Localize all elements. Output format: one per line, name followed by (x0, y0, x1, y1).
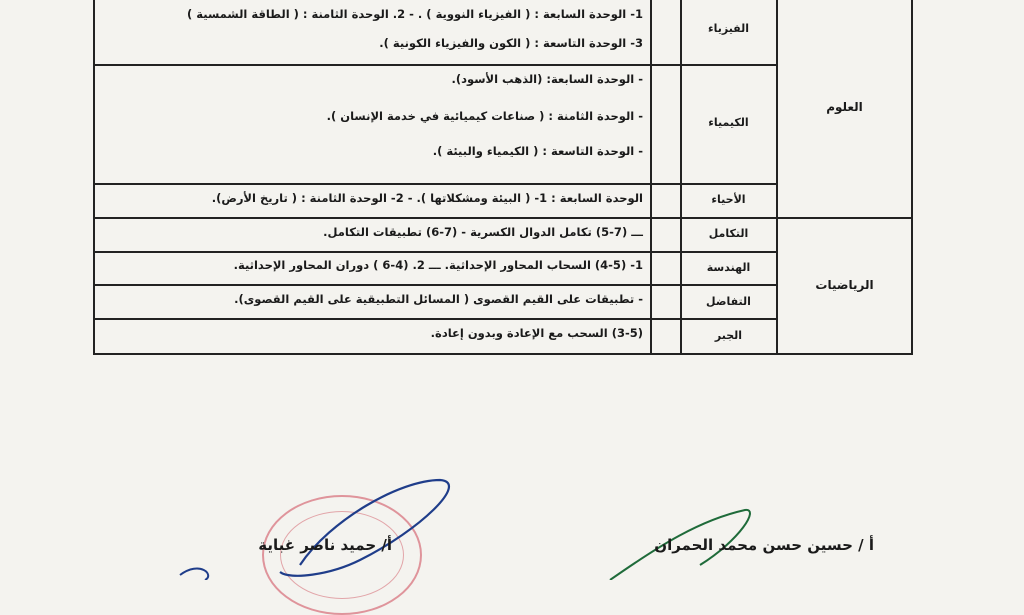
physics-line-2: 3- الوحدة التاسعة : ( الكون والفيزياء الكونية ). (379, 36, 643, 50)
section-label-science: العلوم (826, 100, 863, 114)
chemistry-line-2: - الوحدة الثامنة : ( صناعات كيميائية في خدمة الإنسان ). (326, 109, 643, 123)
subject-biology: الأحياء (711, 193, 746, 206)
subject-algebra: الجبر (714, 329, 743, 342)
chemistry-line-3: - الوحدة التاسعة : ( الكيمياء والبيئة ). (432, 144, 643, 158)
subject-differentiation: التفاضل (706, 295, 751, 308)
differentiation-line-1: - تطبيقات على القيم القصوى ( المسائل التطبيقية على القيم القصوى). (234, 292, 643, 306)
subject-physics: الفيزياء (707, 22, 750, 35)
left-signature-stroke (280, 480, 449, 576)
subject-integration: التكامل (708, 227, 749, 240)
left-signature-flourish (180, 569, 208, 580)
integration-line-1: ـــ (7-5) تكامل الدوال الكسرية - (7-6) تطبيقات التكامل. (323, 225, 643, 239)
geometry-line-1: 1- (4-5) السحاب المحاور الإحداثية. ـــ 2. (4-6 ) دوران المحاور الإحداثية. (233, 258, 643, 272)
physics-line-1: 1- الوحدة السابعة : ( الفيزياء النووية ) . - 2. الوحدة الثامنة : ( الطاقة الشمسية ) (187, 7, 643, 21)
biology-line-1: الوحدة السابعة : 1- ( البيئة ومشكلاتها ). - 2- الوحدة الثامنة : ( تاريخ الأرض). (211, 191, 643, 205)
signature-name-right: أ / حسين حسن محمد الحمران (654, 536, 874, 554)
subject-geometry: الهندسة (706, 261, 751, 274)
algebra-line-1: (3-5) السحب مع الإعادة وبدون إعادة. (430, 326, 643, 340)
section-label-math: الرياضيات (815, 278, 874, 292)
chemistry-line-1: - الوحدة السابعة: (الذهب الأسود). (451, 72, 643, 86)
signature-name-left: أ/ حميد ناصر غباية (258, 536, 392, 554)
subject-chemistry: الكيمياء (708, 116, 749, 129)
